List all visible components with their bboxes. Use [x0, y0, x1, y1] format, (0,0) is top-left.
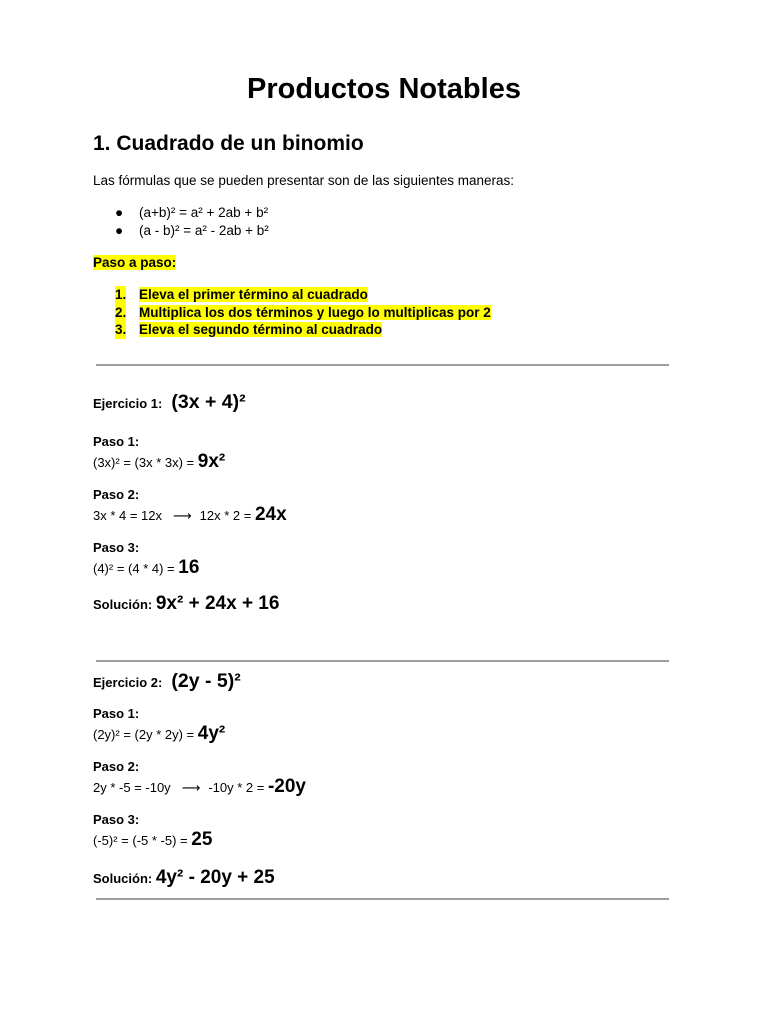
- step-result: 16: [178, 557, 200, 578]
- exercise-1-step-1-title: Paso 1:: [93, 434, 140, 449]
- arrow-right-icon: ⟶: [181, 780, 201, 795]
- exercise-2-step-1-title: Paso 1:: [93, 706, 140, 721]
- formula-item: [93, 222, 269, 240]
- page-title: Productos Notables: [247, 73, 521, 105]
- step-result: -20y: [267, 776, 306, 797]
- horizontal-rule: [96, 364, 669, 366]
- step-work: 3x * 4 = 12x: [93, 508, 163, 523]
- formula-text: (a - b)² = a² - 2ab + b²: [139, 222, 269, 238]
- exercise-label-text: Ejercicio 2:: [93, 675, 163, 690]
- step-text: Eleva el primer término al cuadrado: [139, 287, 368, 302]
- formula-item: [93, 204, 269, 222]
- step-text: Multiplica los dos términos y luego lo multiplicas por 2: [139, 304, 491, 320]
- step-work: (3x)² = (3x * 3x) =: [93, 455, 198, 470]
- exercise-1-step-3-line: [93, 556, 199, 581]
- exercise-1-solution: [93, 591, 279, 618]
- bullet-icon: ●: [115, 205, 124, 220]
- steps-list: [93, 286, 491, 339]
- solution-label: Solución:: [93, 597, 156, 612]
- steps-heading: [93, 254, 176, 272]
- exercise-1-label: [93, 389, 246, 417]
- step-item: [93, 321, 491, 339]
- step-text: Eleva el segundo término al cuadrado: [139, 322, 383, 337]
- bullet-icon: ●: [115, 222, 124, 238]
- step-result: 24x: [254, 504, 287, 525]
- exercise-label-text: Ejercicio 1:: [93, 396, 163, 411]
- step-result: 4y²: [197, 723, 226, 744]
- step-number: 2.: [115, 304, 127, 320]
- exercise-2-step-3-line: [93, 828, 212, 853]
- step-item: [93, 286, 491, 304]
- steps-heading-text: Paso a paso:: [93, 255, 177, 270]
- exercise-2-step-2-line: [93, 775, 306, 800]
- solution-result: 9x² + 24x + 16: [155, 593, 280, 614]
- exercise-2-step-2-title: Paso 2:: [93, 759, 140, 774]
- step-work: (-5)² = (-5 * -5) =: [93, 833, 192, 848]
- solution-result: 4y² - 20y + 25: [155, 867, 275, 888]
- arrow-right-icon: ⟶: [173, 508, 192, 523]
- section-heading: 1. Cuadrado de un binomio: [93, 132, 364, 155]
- exercise-2-step-1-line: [93, 722, 225, 747]
- step-work: 2y * -5 = -10y: [93, 780, 171, 795]
- intro-text: Las fórmulas que se pueden presentar son de las siguientes maneras:: [93, 173, 515, 188]
- step-number: 1.: [115, 287, 127, 302]
- exercise-1-step-2-title: Paso 2:: [93, 487, 140, 502]
- formula-list: [93, 204, 269, 239]
- exercise-2-solution: [93, 865, 275, 892]
- exercise-1-step-2-line: [93, 503, 287, 528]
- exercise-2-step-3-title: Paso 3:: [93, 812, 140, 827]
- step-result: 9x²: [197, 451, 226, 472]
- step-number: 3.: [115, 322, 127, 337]
- step-work: 12x * 2 =: [199, 508, 255, 523]
- solution-label: Solución:: [93, 871, 156, 886]
- exercise-expression: (2y - 5)²: [171, 670, 241, 692]
- formula-text: (a+b)² = a² + 2ab + b²: [139, 205, 269, 220]
- step-item: [93, 304, 491, 322]
- step-work: (4)² = (4 * 4) =: [93, 561, 179, 576]
- exercise-2-label: [93, 668, 241, 696]
- horizontal-rule: [96, 898, 669, 900]
- step-result: 25: [191, 829, 213, 850]
- step-work: (2y)² = (2y * 2y) =: [93, 727, 198, 742]
- horizontal-rule: [96, 660, 669, 662]
- exercise-1-step-1-line: [93, 450, 225, 475]
- step-work: -10y * 2 =: [208, 780, 268, 795]
- exercise-expression: (3x + 4)²: [171, 391, 246, 413]
- exercise-1-step-3-title: Paso 3:: [93, 540, 140, 555]
